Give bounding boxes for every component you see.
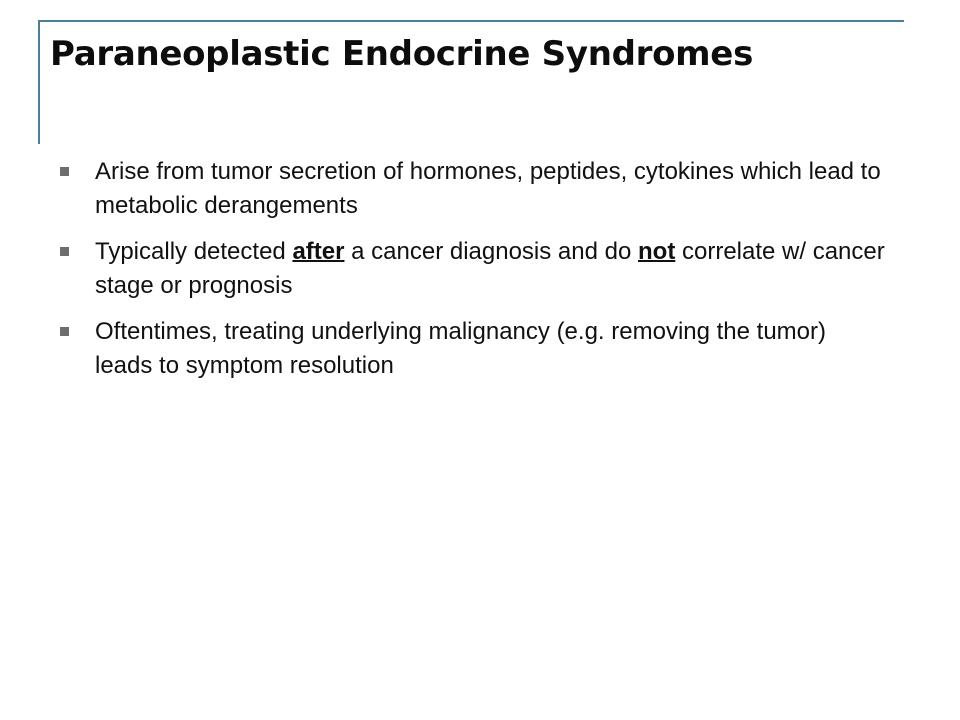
bullet-item bbox=[60, 235, 890, 303]
bullet-list bbox=[60, 155, 890, 395]
bullet-text: Oftentimes, treating underlying malignancy (e.g. removing the tumor) leads to symptom resolution bbox=[95, 318, 827, 379]
title-frame-top-rule bbox=[38, 20, 904, 22]
bullet-text: correlate w/ cancer stage or prognosis bbox=[95, 238, 885, 299]
emphasis-not: not bbox=[638, 238, 676, 265]
bullet-text: Typically detected bbox=[95, 238, 293, 265]
square-bullet-icon bbox=[60, 247, 69, 256]
title-frame-left-rule bbox=[38, 20, 40, 144]
bullet-item bbox=[60, 315, 890, 383]
bullet-text: a cancer diagnosis and do bbox=[344, 238, 638, 265]
square-bullet-icon bbox=[60, 167, 69, 176]
square-bullet-icon bbox=[60, 327, 69, 336]
bullet-item bbox=[60, 155, 890, 223]
bullet-text: Arise from tumor secretion of hormones, peptides, cytokines which lead to metabolic derangements bbox=[95, 158, 881, 219]
emphasis-after: after bbox=[292, 238, 345, 265]
slide-title: Paraneoplastic Endocrine Syndromes bbox=[50, 34, 754, 74]
